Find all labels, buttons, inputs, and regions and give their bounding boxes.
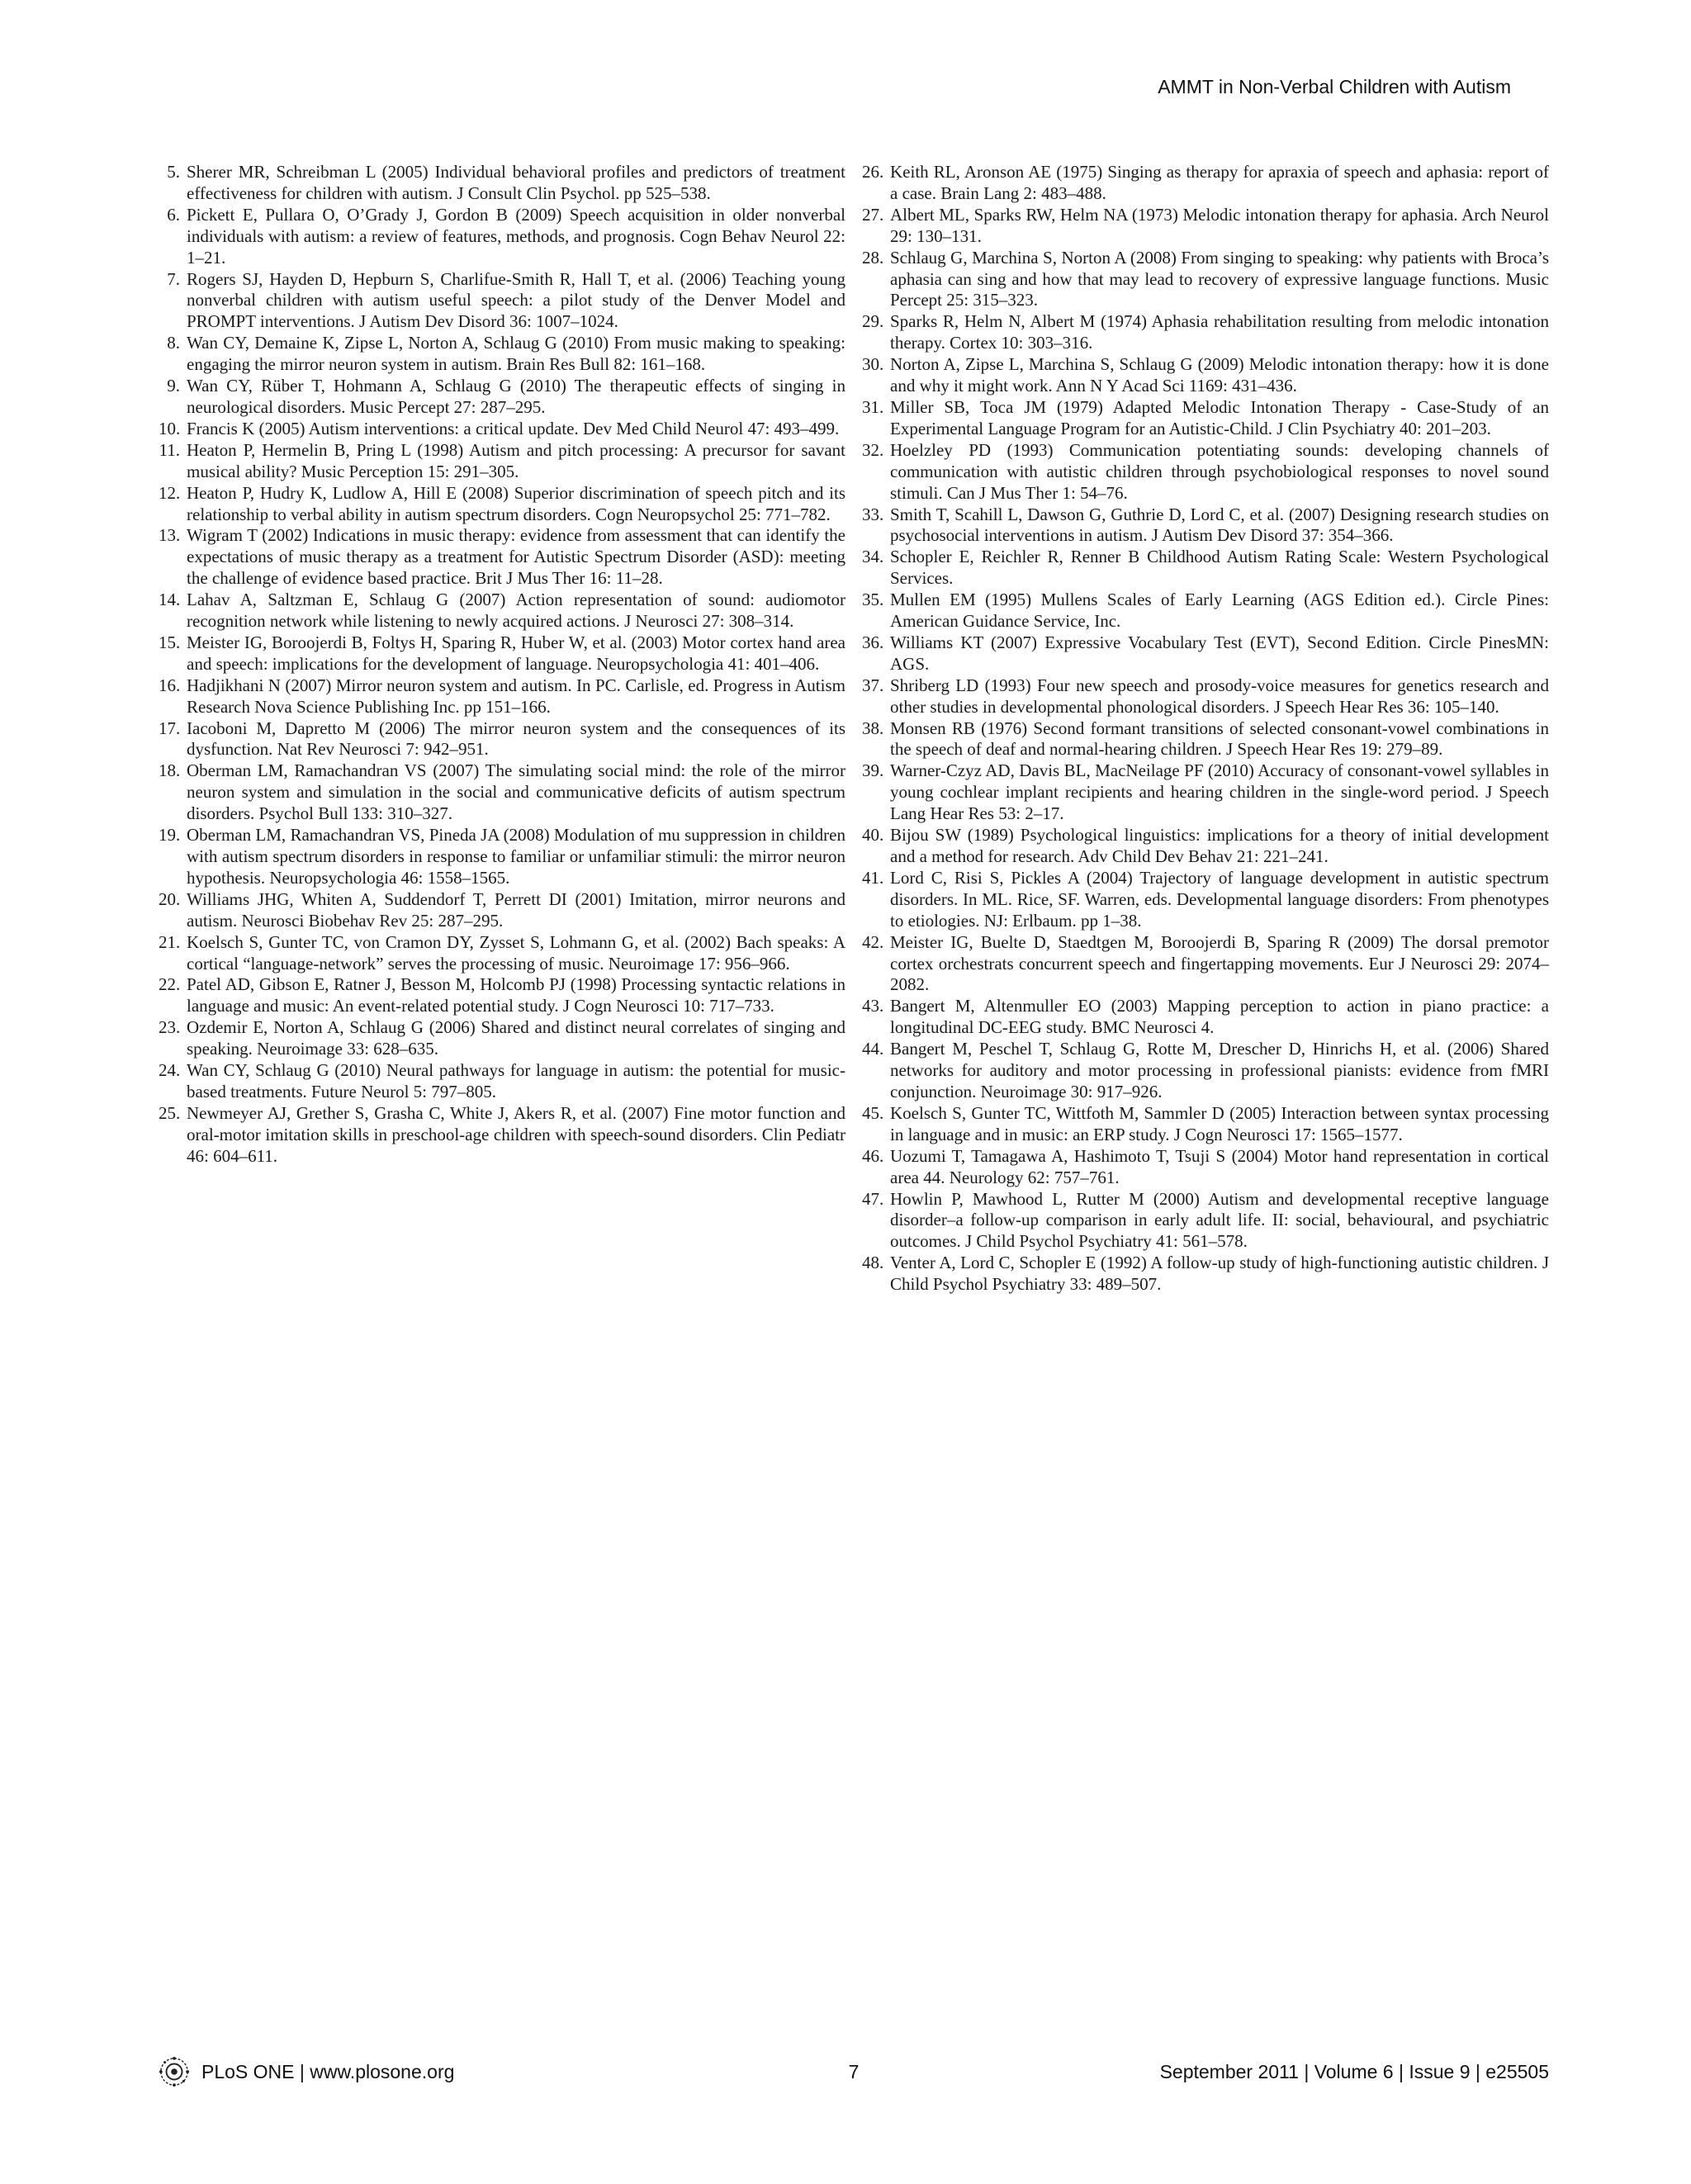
- reference-item: [159, 590, 846, 632]
- reference-text: Pickett E, Pullara O, O’Grady J, Gordon B (2009) Speech acquisition in older nonverbal individuals with autism: a review of features, methods, and prognosis. Cogn Behav Neurol 22: 1–21.: [187, 204, 846, 268]
- reference-number: 38.: [862, 718, 884, 738]
- reference-text: Francis K (2005) Autism interventions: a critical update. Dev Med Child Neurol 47: 493–499.: [187, 418, 840, 438]
- reference-text: Heaton P, Hudry K, Ludlow A, Hill E (2008) Superior discrimination of speech pitch and its relationship to verbal ability in autism spectrum disorders. Cogn Neuropsychol 25: 771–782.: [187, 482, 846, 524]
- reference-text: Shriberg LD (1993) Four new speech and prosody-voice measures for genetics research and other studies in developmental phonological disorders. J Speech Hear Res 36: 105–140.: [890, 675, 1549, 717]
- reference-text: Lahav A, Saltzman E, Schlaug G (2007) Action representation of sound: audiomotor recognition network while listening to newly acquired actions. J Neurosci 27: 308–314.: [187, 590, 846, 632]
- reference-item: [159, 483, 846, 526]
- reference-item: [862, 440, 1549, 505]
- reference-item: [862, 590, 1549, 632]
- reference-text: Williams JHG, Whiten A, Suddendorf T, Perrett DI (2001) Imitation, mirror neurons and autism. Neurosci Biobehav Rev 25: 287–295.: [187, 888, 846, 931]
- reference-text: Koelsch S, Gunter TC, Wittfoth M, Sammler D (2005) Interaction between syntax processing in language and in music: an ERP study. J Cogn Neurosci 17: 1565–1577.: [890, 1102, 1549, 1144]
- reference-text: Wan CY, Schlaug G (2010) Neural pathways for language in autism: the potential for music-based treatments. Future Neurol 5: 797–805.: [187, 1060, 846, 1101]
- reference-number: 37.: [862, 675, 884, 695]
- reference-text: Bangert M, Altenmuller EO (2003) Mapping perception to action in piano practice: a longitudinal DC-EEG study. BMC Neurosci 4.: [890, 996, 1549, 1038]
- footer-issue-info: September 2011 | Volume 6 | Issue 9 | e25505: [1159, 2061, 1549, 2082]
- footer-journal: PLoS ONE | www.plosone.org: [201, 2061, 455, 2082]
- reference-item: [159, 205, 846, 269]
- reference-number: 22.: [159, 974, 181, 995]
- reference-item: [862, 825, 1549, 868]
- reference-text: Keith RL, Aronson AE (1975) Singing as therapy for apraxia of speech and aphasia: report of a case. Brain Lang 2: 483–488.: [890, 162, 1549, 203]
- reference-number: 21.: [159, 931, 181, 952]
- reference-number: 40.: [862, 825, 884, 846]
- reference-text: Heaton P, Hermelin B, Pring L (1998) Autism and pitch processing: A precursor for savant musical ability? Music Perception 15: 291–305.: [187, 439, 846, 481]
- reference-text: Oberman LM, Ramachandran VS, Pineda JA (2008) Modulation of mu suppression in children with autism spectrum disorders in response to familiar or unfamiliar stimuli: the mirror neuron hypothesis. Neuropsychologia 46: 1558–1565.: [187, 825, 846, 888]
- reference-item: [159, 632, 846, 675]
- reference-text: Monsen RB (1976) Second formant transitions of selected consonant-vowel combinations in the speech of deaf and normal-hearing children. J Speech Hear Res 19: 279–89.: [890, 718, 1549, 760]
- reference-item: [862, 996, 1549, 1039]
- reference-text: Newmeyer AJ, Grether S, Grasha C, White J, Akers R, et al. (2007) Fine motor function and oral-motor imitation skills in preschool-age children with speech-sound disorders. Clin Pediatr 46: 604–611.: [187, 1102, 846, 1166]
- reference-number: 5.: [167, 162, 180, 182]
- reference-number: 6.: [167, 204, 180, 225]
- reference-item: [159, 333, 846, 376]
- reference-item: [159, 675, 846, 718]
- reference-number: 41.: [862, 867, 884, 888]
- running-header: AMMT in Non-Verbal Children with Autism: [1158, 76, 1511, 97]
- reference-number: 35.: [862, 590, 884, 610]
- reference-text: Lord C, Risi S, Pickles A (2004) Trajectory of language development in autistic spectrum disorders. In ML. Rice, SF. Warren, eds. Developmental language disorders: From phenotypes to etiologies. NJ: Erlbaum. pp 1–38.: [890, 867, 1549, 931]
- reference-item: [862, 718, 1549, 761]
- reference-text: Venter A, Lord C, Schopler E (1992) A follow-up study of high-functioning autistic children. J Child Psychol Psychiatry 33: 489–507.: [890, 1253, 1549, 1295]
- reference-text: Wan CY, Demaine K, Zipse L, Norton A, Schlaug G (2010) From music making to speaking: engaging the mirror neuron system in autism. Brain Res Bull 82: 161–168.: [187, 333, 846, 375]
- reference-text: Wigram T (2002) Indications in music therapy: evidence from assessment that can identify the expectations of music therapy as a treatment for Autistic Spectrum Disorder (ASD): meeting the challenge of evidence based practice. Brit J Mus Ther 16: 11–28.: [187, 525, 846, 589]
- reference-text: Ozdemir E, Norton A, Schlaug G (2006) Shared and distinct neural correlates of singing and speaking. Neuroimage 33: 628–635.: [187, 1017, 846, 1059]
- reference-item: [159, 376, 846, 419]
- reference-number: 11.: [159, 439, 180, 460]
- reference-item: [862, 505, 1549, 547]
- reference-number: 39.: [862, 760, 884, 781]
- reference-number: 16.: [159, 675, 181, 695]
- reference-text: Schopler E, Reichler R, Renner B Childhood Autism Rating Scale: Western Psychological Services.: [890, 547, 1549, 589]
- reference-item: [159, 440, 846, 483]
- reference-text: Miller SB, Toca JM (1979) Adapted Melodic Intonation Therapy - Case-Study of an Experimental Language Program for an Autistic-Child. J Clin Psychiatry 40: 201–203.: [890, 396, 1549, 438]
- reference-text: Norton A, Zipse L, Marchina S, Schlaug G (2009) Melodic intonation therapy: how it is done and why it might work. Ann N Y Acad Sci 1169: 431–436.: [890, 354, 1549, 396]
- reference-item: [159, 889, 846, 932]
- reference-number: 17.: [159, 718, 181, 738]
- reference-number: 44.: [862, 1039, 884, 1059]
- reference-item: [862, 547, 1549, 590]
- reference-number: 30.: [862, 354, 884, 375]
- reference-text: Patel AD, Gibson E, Ratner J, Besson M, Holcomb PJ (1998) Processing syntactic relations in language and music: An event-related potential study. J Cogn Neurosci 10: 717–733.: [187, 974, 846, 1016]
- page-footer: [159, 2056, 1549, 2089]
- reference-text: Smith T, Scahill L, Dawson G, Guthrie D, Lord C, et al. (2007) Designing research studies on psychosocial interventions in autism. J Autism Dev Disord 37: 354–366.: [890, 504, 1549, 546]
- reference-number: 24.: [159, 1060, 181, 1081]
- reference-text: Howlin P, Mawhood L, Rutter M (2000) Autism and developmental receptive language disorder–a follow-up comparison in early adult life. II: social, behavioural, and psychiatric outcomes. J Child Psychol Psychiatry 41: 561–578.: [890, 1188, 1549, 1252]
- reference-number: 26.: [862, 162, 884, 182]
- reference-text: Williams KT (2007) Expressive Vocabulary Test (EVT), Second Edition. Circle PinesMN: AGS.: [890, 632, 1549, 674]
- reference-item: [862, 760, 1549, 825]
- reference-text: Mullen EM (1995) Mullens Scales of Early Learning (AGS Edition ed.). Circle Pines: American Guidance Service, Inc.: [890, 590, 1549, 632]
- reference-item: [862, 632, 1549, 675]
- reference-item: [159, 419, 846, 440]
- page-number: 7: [848, 2061, 860, 2082]
- reference-item: [159, 1103, 846, 1168]
- reference-number: 27.: [862, 204, 884, 225]
- reference-text: Schlaug G, Marchina S, Norton A (2008) From singing to speaking: why patients with Broca’s aphasia can sing and how that may lead to recovery of expressive language functions. Music Percept 25: 315–323.: [890, 247, 1549, 310]
- reference-number: 36.: [862, 632, 884, 652]
- reference-number: 14.: [159, 590, 181, 610]
- reference-number: 23.: [159, 1017, 181, 1038]
- reference-item: [862, 311, 1549, 354]
- reference-number: 43.: [862, 996, 884, 1016]
- reference-number: 31.: [862, 396, 884, 417]
- reference-text: Koelsch S, Gunter TC, von Cramon DY, Zysset S, Lohmann G, et al. (2002) Bach speaks: A cortical “language-network” serves the processing of music. Neuroimage 17: 956–966.: [187, 931, 846, 974]
- reference-number: 20.: [159, 888, 181, 909]
- reference-item: [862, 397, 1549, 440]
- reference-item: [862, 932, 1549, 997]
- reference-item: [159, 1060, 846, 1103]
- reference-number: 9.: [167, 376, 180, 396]
- reference-text: Hadjikhani N (2007) Mirror neuron system and autism. In PC. Carlisle, ed. Progress in Autism Research Nova Science Publishing Inc. pp 151–166.: [187, 675, 846, 717]
- reference-text: Hoelzley PD (1993) Communication potentiating sounds: developing channels of communication with autistic children through psychobiological responses to novel sound stimuli. Can J Mus Ther 1: 54–76.: [890, 439, 1549, 503]
- reference-text: Bijou SW (1989) Psychological linguistics: implications for a theory of initial development and a method for research. Adv Child Dev Behav 21: 221–241.: [890, 825, 1549, 866]
- reference-number: 33.: [862, 504, 884, 524]
- reference-number: 12.: [159, 482, 181, 503]
- reference-item: [159, 760, 846, 825]
- reference-item: [159, 162, 846, 205]
- reference-number: 13.: [159, 525, 181, 546]
- reference-text: Bangert M, Peschel T, Schlaug G, Rotte M, Drescher D, Hinrichs H, et al. (2006) Shared networks for auditory and motor processing in professional pianists: evidence from fMRI conjunction. Neuroimage 30: 917–926.: [890, 1039, 1549, 1101]
- reference-number: 42.: [862, 931, 884, 952]
- reference-item: [862, 354, 1549, 397]
- reference-number: 34.: [862, 547, 884, 567]
- reference-item: [159, 932, 846, 975]
- reference-text: Meister IG, Boroojerdi B, Foltys H, Sparing R, Huber W, et al. (2003) Motor cortex hand area and speech: implications for the development of language. Neuropsychologia 41: 401–406.: [187, 632, 846, 674]
- reference-number: 7.: [167, 268, 180, 289]
- reference-text: Warner-Czyz AD, Davis BL, MacNeilage PF (2010) Accuracy of consonant-vowel syllables in young cochlear implant recipients and hearing children in the single-word period. J Speech Lang Hear Res 53: 2–17.: [890, 760, 1549, 824]
- reference-item: [862, 248, 1549, 312]
- reference-item: [159, 718, 846, 761]
- reference-number: 15.: [159, 632, 181, 652]
- reference-number: 29.: [862, 311, 884, 332]
- reference-item: [862, 675, 1549, 718]
- reference-number: 8.: [167, 333, 180, 353]
- references-right-column: [862, 162, 1549, 1296]
- reference-number: 46.: [862, 1145, 884, 1166]
- reference-item: [862, 1189, 1549, 1253]
- reference-number: 48.: [862, 1253, 884, 1273]
- reference-text: Iacoboni M, Dapretto M (2006) The mirror neuron system and the consequences of its dysfunction. Nat Rev Neurosci 7: 942–951.: [187, 718, 846, 760]
- reference-number: 19.: [159, 825, 181, 846]
- reference-item: [159, 825, 846, 889]
- reference-text: Albert ML, Sparks RW, Helm NA (1973) Melodic intonation therapy for aphasia. Arch Neurol 29: 130–131.: [890, 204, 1549, 246]
- reference-item: [159, 1017, 846, 1060]
- reference-number: 32.: [862, 439, 884, 460]
- reference-number: 10.: [159, 418, 181, 438]
- reference-number: 47.: [862, 1188, 884, 1209]
- reference-number: 28.: [862, 247, 884, 268]
- reference-text: Oberman LM, Ramachandran VS (2007) The simulating social mind: the role of the mirror neuron system and simulation in the social and communicative deficits of autism spectrum disorders. Psychol Bull 133: 310–327.: [187, 760, 846, 824]
- reference-item: [862, 1103, 1549, 1146]
- reference-item: [862, 162, 1549, 205]
- reference-item: [159, 525, 846, 590]
- reference-item: [862, 1253, 1549, 1296]
- reference-item: [862, 1146, 1549, 1189]
- reference-number: 25.: [159, 1102, 181, 1123]
- reference-item: [159, 269, 846, 334]
- reference-number: 18.: [159, 760, 181, 781]
- reference-item: [862, 205, 1549, 248]
- reference-text: Wan CY, Rüber T, Hohmann A, Schlaug G (2010) The therapeutic effects of singing in neurological disorders. Music Percept 27: 287–295.: [187, 376, 846, 417]
- reference-text: Uozumi T, Tamagawa A, Hashimoto T, Tsuji S (2004) Motor hand representation in cortical area 44. Neurology 62: 757–761.: [890, 1145, 1549, 1187]
- reference-text: Sherer MR, Schreibman L (2005) Individual behavioral profiles and predictors of treatment effectiveness for children with autism. J Consult Clin Psychol. pp 525–538.: [187, 162, 846, 203]
- reference-text: Sparks R, Helm N, Albert M (1974) Aphasia rehabilitation resulting from melodic intonation therapy. Cortex 10: 303–316.: [890, 311, 1549, 353]
- reference-text: Rogers SJ, Hayden D, Hepburn S, Charlifue-Smith R, Hall T, et al. (2006) Teaching young nonverbal children with autism useful speech: a pilot study of the Denver Model and PROMPT interventions. J Autism Dev Disord 36: 1007–1024.: [187, 268, 846, 332]
- reference-item: [862, 868, 1549, 932]
- reference-item: [862, 1039, 1549, 1103]
- reference-item: [159, 974, 846, 1017]
- references-left-column: [159, 162, 846, 1168]
- reference-text: Meister IG, Buelte D, Staedtgen M, Boroojerdi B, Sparing R (2009) The dorsal premotor cortex orchestrats concurrent speech and fingertapping movements. Eur J Neurosci 29: 2074–2082.: [890, 931, 1549, 995]
- reference-number: 45.: [862, 1102, 884, 1123]
